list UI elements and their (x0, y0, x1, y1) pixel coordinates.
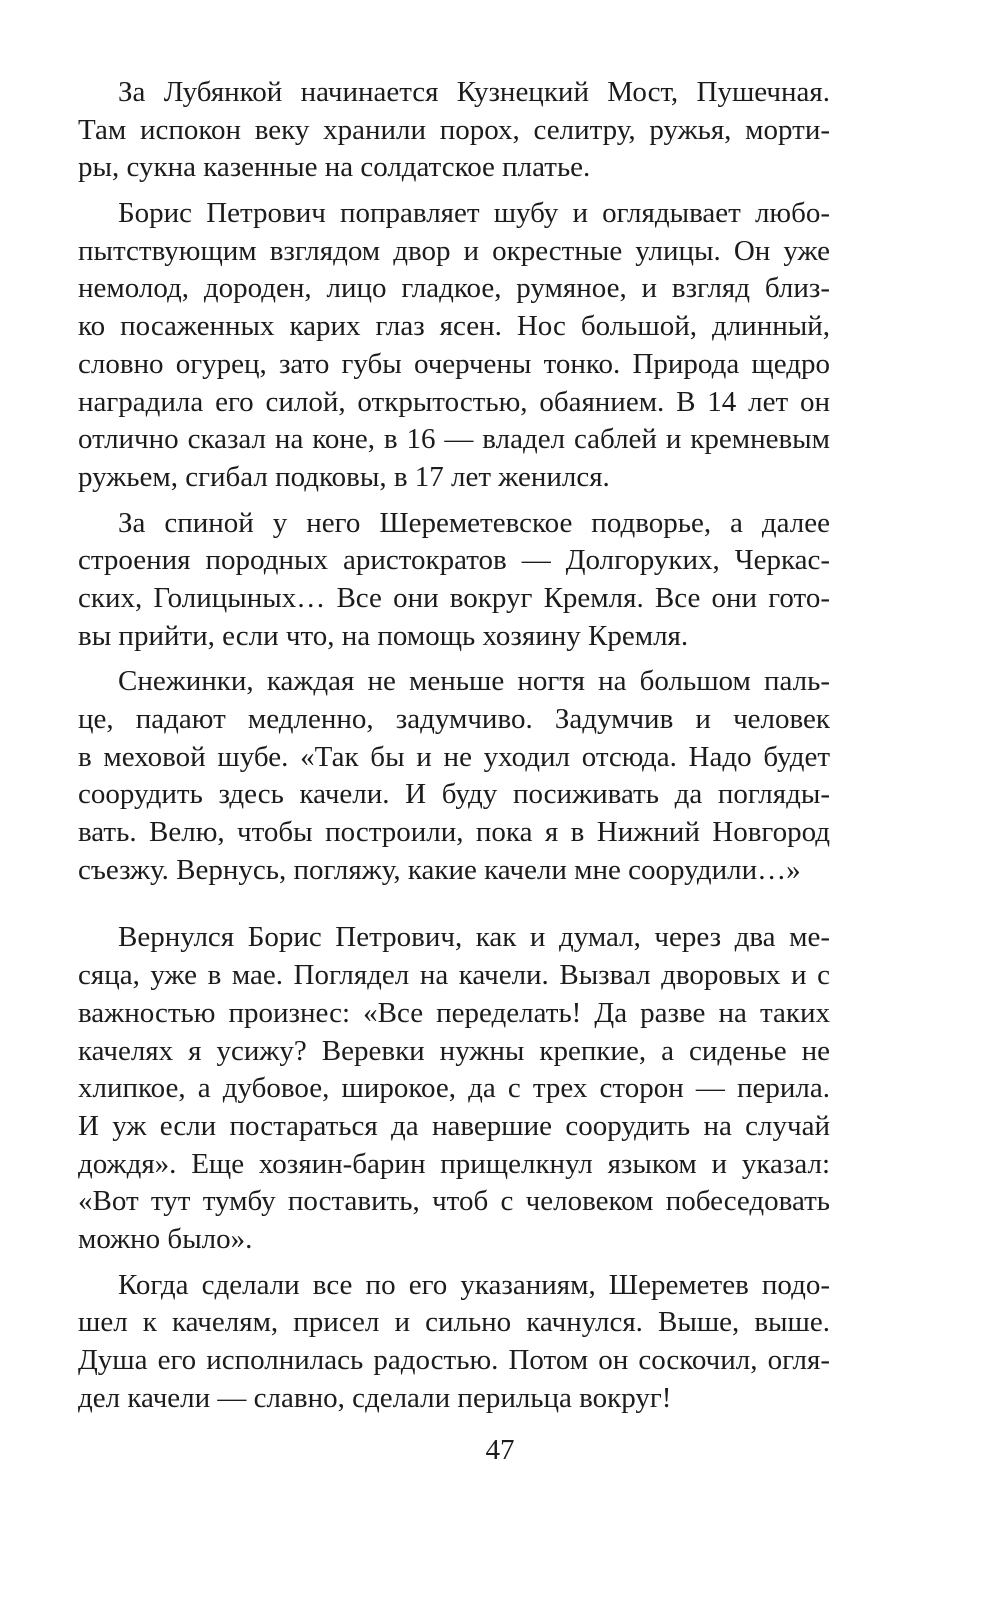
text-line: це, падают медленно, задумчиво. Задумчив и человек (78, 703, 830, 735)
text-line: пытствующим взглядом двор и окрестные улицы. Он уже (78, 234, 830, 267)
text-line: сяца, уже в мае. Поглядел на качели. Вызвал дворовых и с (78, 959, 830, 992)
text-line: можно было». (78, 1222, 253, 1255)
text-line: Снежинки, каждая не меньше ногтя на большом паль- (118, 665, 830, 698)
text-line: ры, сукна казенные на солдатское платье. (78, 151, 591, 184)
text-line: строения породных аристократов — Долгоруких, Черкас- (78, 544, 830, 577)
page-body (78, 74, 830, 1417)
paragraph-1 (78, 74, 830, 187)
text-line: качелях я усижу? Веревки нужны крепкие, а сиденье не (78, 1034, 830, 1067)
text-line: соорудить здесь качели. И буду посиживать да погляды- (78, 778, 830, 811)
text-line: За Лубянкой начинается Кузнецкий Мост, Пушечная. (118, 76, 830, 108)
text-line: И уж если постараться да навершие соорудить на случай (78, 1109, 830, 1142)
text-line: Душа его исполнилась радостью. Потом он соскочил, огля- (78, 1344, 830, 1376)
text-line: важностью произнес: «Все переделать! Да разве на таких (78, 996, 830, 1029)
text-line: съезжу. Вернусь, погляжу, какие качели мне соорудили…» (78, 853, 801, 886)
text-line: ских, Голицыных… Все они вокруг Кремля. Все они гото- (78, 581, 830, 614)
text-line: За спиной у него Шереметевское подворье, а далее (118, 506, 830, 539)
text-line: отлично сказал на коне, в 16 — владел саблей и кремневым (78, 423, 830, 456)
paragraph-6 (78, 1267, 830, 1418)
text-line: Когда сделали все по его указаниям, Шереметев подо- (118, 1268, 830, 1301)
text-line: Там испокон веку хранили порох, селитру, ружья, морти- (78, 113, 830, 146)
text-line: Борис Петрович поправляет шубу и оглядывает любо- (118, 197, 830, 230)
text-line: дел качели — славно, сделали перильца вокруг! (78, 1381, 672, 1414)
text-line: хлипкое, а дубовое, широкое, да с трех сторон — перила. (78, 1072, 830, 1105)
text-line: словно огурец, зато губы очерчены тонко. Природа щедро (78, 347, 830, 380)
text-line: Вернулся Борис Петрович, как и думал, через два ме- (118, 921, 830, 954)
text-line: в меховой шубе. «Так бы и не уходил отсюда. Надо будет (78, 740, 830, 773)
text-line: наградила его силой, открытостью, обаянием. В 14 лет он (78, 385, 830, 418)
paragraph-2 (78, 195, 830, 497)
paragraph-4 (78, 663, 830, 889)
text-line: «Вот тут тумбу поставить, чтоб с человеком побеседовать (78, 1185, 830, 1218)
text-line: шел к качелям, присел и сильно качнулся. Выше, выше. (78, 1306, 830, 1339)
text-line: вы прийти, если что, на помощь хозяину Кремля. (78, 619, 689, 652)
text-line: немолод, дороден, лицо гладкое, румяное, и взгляд близ- (78, 272, 830, 305)
page-number: 47 (485, 1434, 515, 1466)
paragraph-5 (78, 919, 830, 1258)
text-line: ко посаженных карих глаз ясен. Нос большой, длинный, (78, 310, 830, 343)
text-line: вать. Велю, чтобы построили, пока я в Нижний Новгород (78, 816, 830, 849)
text-line: дождя». Еще хозяин-барин прищелкнул языком и указал: (78, 1147, 830, 1180)
text-line: ружьем, сгибал подковы, в 17 лет женился. (78, 460, 610, 493)
paragraph-3 (78, 505, 830, 656)
